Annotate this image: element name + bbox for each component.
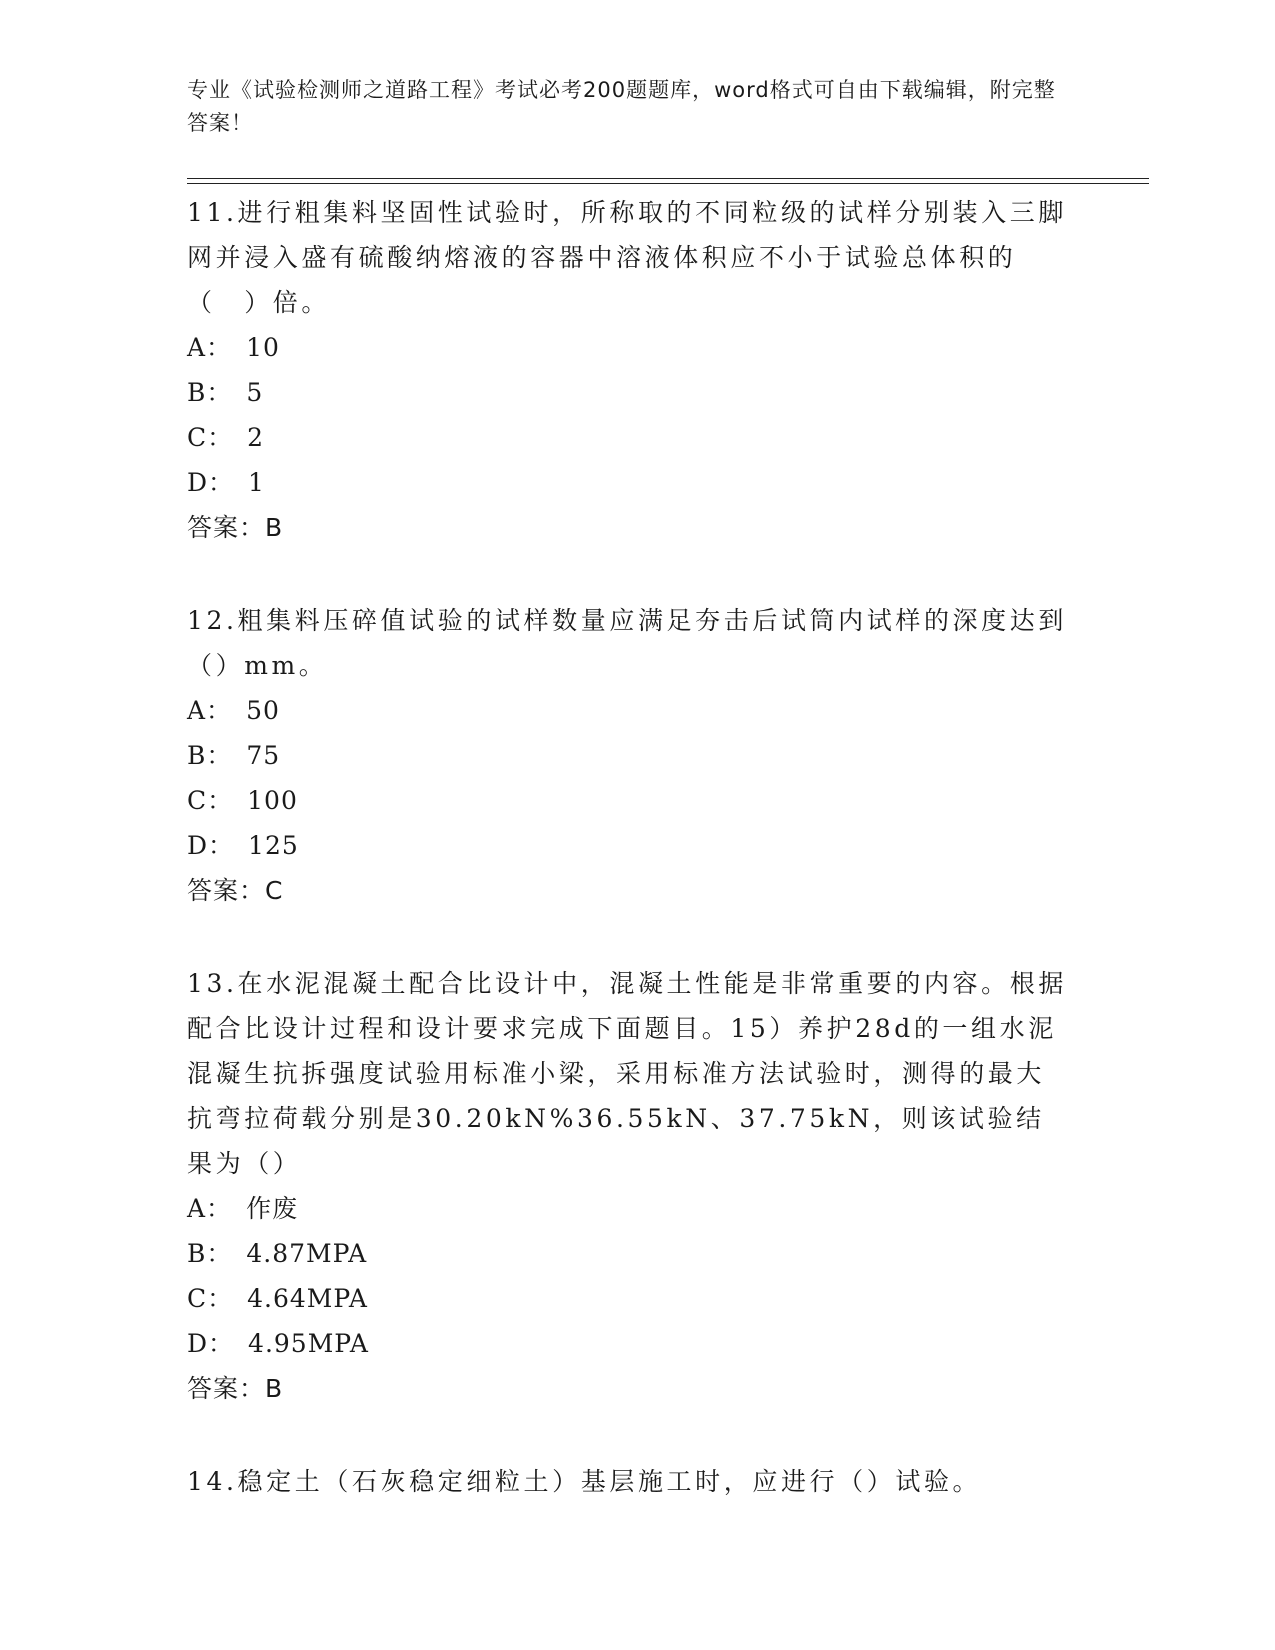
option-c: C： 2	[187, 423, 265, 452]
header-rule-top	[187, 178, 1149, 179]
question-14	[187, 1459, 1067, 1504]
question-13	[187, 961, 1067, 1411]
option-c: C： 100	[187, 786, 298, 815]
question-text: 14.稳定土（石灰稳定细粒土）基层施工时，应进行（）试验。	[187, 1467, 982, 1496]
option-a: A： 10	[187, 333, 280, 362]
answer: 答案：B	[187, 513, 284, 542]
answer: 答案：C	[187, 876, 284, 905]
question-11	[187, 190, 1067, 550]
option-d: D： 125	[187, 831, 299, 860]
document-header: 专业《试验检测师之道路工程》考试必考200题题库，word格式可自由下载编辑，附完整答案！	[187, 78, 1056, 135]
question-text: 11.进行粗集料坚固性试验时，所称取的不同粒级的试样分别装入三脚网并浸入盛有硫酸纳熔液的容器中溶液体积应不小于试验总体积的（ ）倍。	[187, 198, 1067, 317]
question-text: 13.在水泥混凝土配合比设计中，混凝土性能是非常重要的内容。根据配合比设计过程和设计要求完成下面题目。15）养护28d的一组水泥混凝生抗拆强度试验用标准小梁，采用标准方法试验时，测得的最大抗弯拉荷载分别是30.20kN%36.55kN、37.75kN，则该试验结果为（）	[187, 969, 1067, 1178]
header-rule-bottom	[187, 183, 1149, 184]
option-c: C： 4.64MPA	[187, 1284, 368, 1313]
question-12	[187, 598, 1067, 913]
answer: 答案：B	[187, 1374, 284, 1403]
option-b: B： 75	[187, 741, 281, 770]
option-b: B： 4.87MPA	[187, 1239, 368, 1268]
option-b: B： 5	[187, 378, 264, 407]
question-text: 12.粗集料压碎值试验的试样数量应满足夯击后试筒内试样的深度达到（）mm。	[187, 606, 1067, 680]
option-d: D： 1	[187, 468, 265, 497]
option-a: A： 50	[187, 696, 280, 725]
question-list	[187, 190, 1067, 1552]
option-d: D： 4.95MPA	[187, 1329, 369, 1358]
option-a: A： 作废	[187, 1194, 299, 1223]
